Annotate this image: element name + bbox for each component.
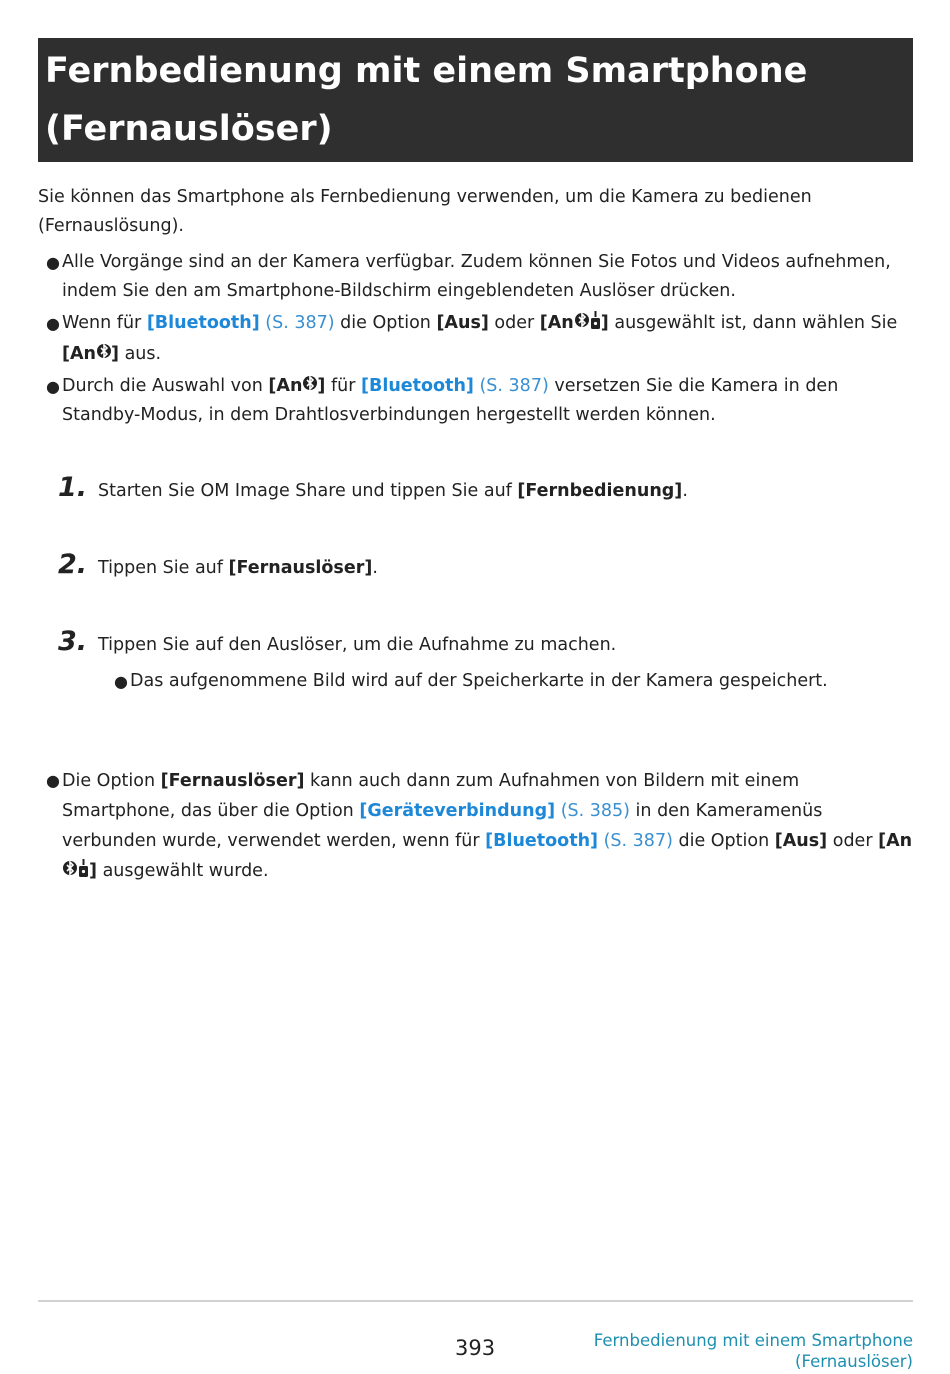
page-title — [45, 42, 913, 158]
bluetooth-icon — [97, 341, 111, 361]
bluetooth-link[interactable]: [Bluetooth] — [361, 376, 474, 396]
note-text: die Option — [672, 831, 775, 851]
note-text: oder — [827, 831, 879, 851]
step-instruction: Starten Sie OM Image Share und tippen Sie auf — [98, 481, 518, 501]
power-lock-icon — [590, 310, 601, 330]
geraeteverbindung-link[interactable]: [Geräteverbindung] — [359, 801, 556, 821]
option-aus: [Aus] — [774, 831, 828, 851]
option-label: ] — [600, 313, 609, 333]
note-item — [38, 766, 918, 886]
footer-section-line-2[interactable]: (Fernauslöser) — [795, 1352, 913, 1371]
option-label: ] — [317, 376, 326, 396]
option-an-bt-power — [540, 313, 609, 333]
bullet-text: Wenn für — [62, 313, 147, 333]
menu-fernausloeser: [Fernauslöser] — [228, 558, 373, 578]
note-text: in den Kameramenüs verbunden wurde, verwendet werden, wenn für — [62, 801, 823, 851]
bullet-text: die Option — [334, 313, 437, 333]
info-bullets — [38, 248, 913, 430]
bullet-text: versetzen Sie die Kamera in den Standby-Modus, in dem Drahtlosverbindungen hergestellt werden können. — [62, 376, 839, 425]
intro-paragraph: Sie können das Smartphone als Fernbedienung verwenden, um die Kamera zu bedienen (Fernauslösung). — [38, 187, 812, 236]
bullet-dot: ● — [46, 253, 60, 272]
option-label: [An — [62, 344, 97, 364]
bullet-text: ausgewählt ist, dann wählen Sie — [608, 313, 898, 333]
bullet-dot: ● — [46, 314, 60, 333]
bullet-text: oder — [488, 313, 540, 333]
step-number: 2. — [58, 549, 88, 580]
bluetooth-icon — [63, 858, 77, 878]
footer-section-link[interactable] — [594, 1330, 913, 1372]
page-ref-link[interactable]: (S. 387) — [603, 831, 673, 851]
bluetooth-icon — [303, 373, 317, 393]
step-number: 1. — [58, 472, 88, 503]
bullet-text: Alle Vorgänge sind an der Kamera verfügbar. Zudem können Sie Fotos und Videos aufnehmen, indem Sie den am Smartphone-Bildschirm eingeblendeten Auslöser drücken. — [62, 252, 891, 301]
bluetooth-link[interactable]: [Bluetooth] — [146, 313, 260, 333]
bullet-dot: ● — [46, 377, 60, 396]
option-label: [An — [268, 376, 303, 396]
title-line-2: (Fernauslöser) — [45, 109, 333, 149]
note-text: kann auch dann zum Aufnahmen von Bildern mit einem Smartphone, das über die Option — [62, 771, 800, 821]
note-text: Die Option — [62, 771, 161, 791]
bullet-text: für — [325, 376, 361, 396]
step-instruction: Tippen Sie auf — [98, 558, 229, 578]
bullet-item-1 — [38, 248, 913, 306]
step-sub-bullet — [106, 667, 930, 696]
sub-bullet-text: Das aufgenommene Bild wird auf der Speicherkarte in der Kamera gespeichert. — [130, 671, 828, 691]
note-bullets — [38, 766, 918, 886]
power-lock-icon — [78, 858, 89, 878]
option-label: ] — [89, 861, 97, 881]
option-label: ] — [111, 344, 120, 364]
title-line-1: Fernbedienung mit einem Smartphone — [45, 51, 808, 91]
footer-divider — [38, 1300, 913, 1302]
bullet-dot: ● — [46, 771, 60, 790]
step-instruction: . — [682, 481, 688, 501]
step-text: Tippen Sie auf den Auslöser, um die Aufnahme zu machen. — [98, 635, 617, 655]
bluetooth-icon — [575, 310, 589, 330]
page-ref-link[interactable]: (S. 385) — [560, 801, 630, 821]
option-an-bt — [62, 344, 119, 364]
step-text — [98, 554, 913, 583]
page-ref-link[interactable]: (S. 387) — [479, 376, 549, 396]
menu-fernbedienung: [Fernbedienung] — [517, 481, 683, 501]
page-number: 393 — [455, 1336, 496, 1360]
bullet-text: aus. — [119, 344, 162, 364]
note-text: ausgewählt wurde. — [97, 861, 269, 881]
option-aus: [Aus] — [436, 313, 489, 333]
step-number: 3. — [58, 626, 88, 657]
footer-section-line-1[interactable]: Fernbedienung mit einem Smartphone — [593, 1331, 913, 1350]
page-ref-link[interactable]: (S. 387) — [265, 313, 335, 333]
bullet-item-3 — [38, 372, 913, 430]
bullet-text: Durch die Auswahl von — [62, 376, 269, 396]
option-an-bt — [268, 376, 325, 396]
bluetooth-link[interactable]: [Bluetooth] — [485, 831, 599, 851]
bullet-item-2 — [38, 308, 913, 370]
title-bar — [38, 38, 913, 162]
step-text — [98, 477, 913, 506]
menu-fernausloeser: [Fernauslöser] — [160, 771, 305, 791]
bullet-dot: ● — [114, 672, 128, 691]
option-label: [An — [539, 313, 574, 333]
step-instruction: . — [372, 558, 378, 578]
option-label: [An — [878, 831, 913, 851]
